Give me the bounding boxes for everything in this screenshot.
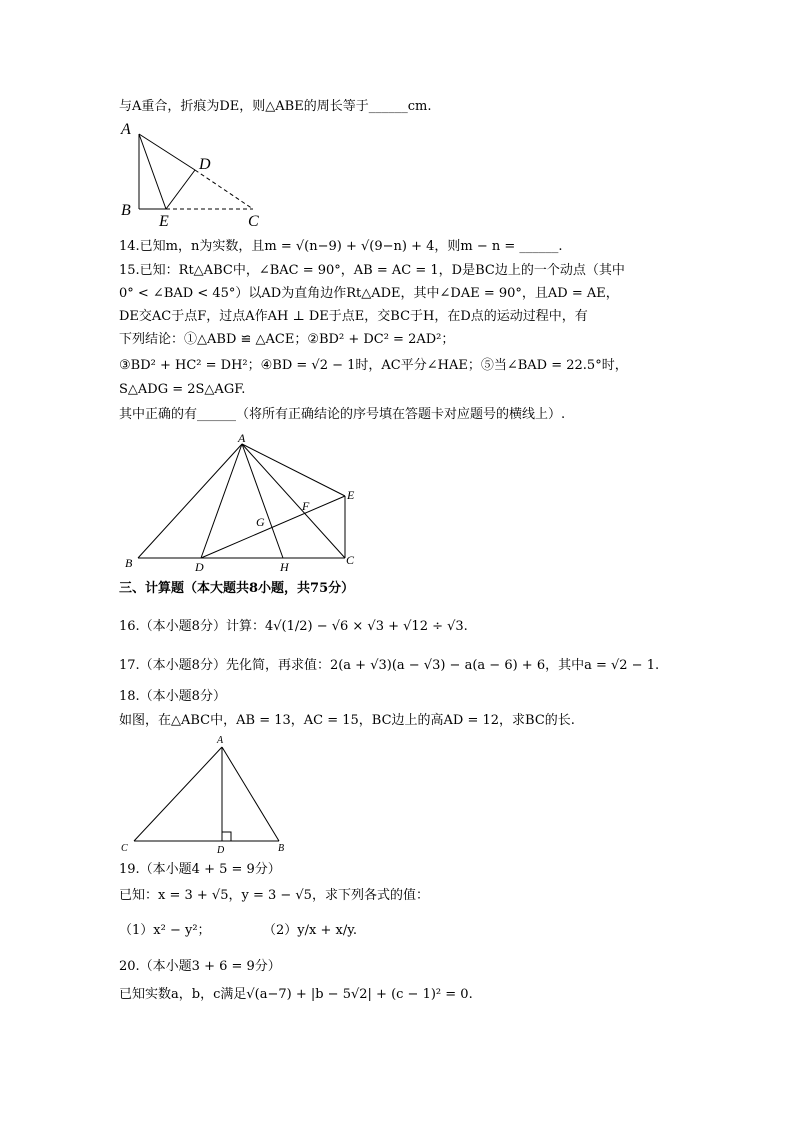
figure-q15 [115, 430, 375, 574]
q18-line2: 如图，在△ABC中，AB = 13，AC = 15，BC边上的高AD = 12，求BC的长. [119, 713, 575, 728]
q19-part2: （2）y/x + x/y. [263, 923, 357, 938]
fig15-label-b: B [125, 556, 133, 570]
q19-line1: 19.（本小题4 + 5 = 9分） [119, 862, 281, 877]
q19-line2: 已知：x = 3 + √5，y = 3 − √5，求下列各式的值： [119, 888, 429, 903]
fig15-label-a: A [238, 431, 246, 445]
q13-text: 与A重合，折痕为DE，则△ABE的周长等于______cm. [119, 99, 432, 114]
fig15-label-e: E [347, 488, 355, 502]
fig15-label-d: D [195, 560, 204, 574]
figure-q13 [115, 118, 265, 228]
q15-line4: 下列结论：①△ABD ≌ △ACE；②BD² + DC² = 2AD²； [119, 332, 455, 347]
fig18-label-a: A [217, 735, 224, 746]
fig13-label-e: E [159, 213, 169, 230]
fig18-label-b: B [278, 843, 285, 854]
fig15-label-c: C [346, 553, 355, 567]
fig13-label-b: B [121, 202, 131, 219]
q15-line7: 其中正确的有______（将所有正确结论的序号填在答题卡对应题号的横线上）. [119, 407, 566, 422]
q15-line3: DE交AC于点F，过点A作AH ⊥ DE于点E，交BC于H，在D点的运动过程中，有 [119, 309, 588, 324]
q15-line2: 0° < ∠BAD < 45°）以AD为直角边作Rt△ADE，其中∠DAE = 90°，且AD = AE， [119, 286, 619, 301]
fig15-label-f: F [302, 499, 310, 513]
q17-text: 17.（本小题8分）先化简，再求值：2(a + √3)(a − √3) − a(a − 6) + 6，其中a = √2 − 1. [119, 658, 660, 673]
q18-line1: 18.（本小题8分） [119, 689, 226, 704]
fig13-label-c: C [248, 213, 259, 230]
q15-line6: S△ADG = 2S△AGF. [119, 382, 246, 397]
fig18-label-d: D [217, 845, 225, 856]
fig15-label-h: H [280, 560, 289, 574]
fig15-label-g: G [256, 515, 265, 529]
q15-line5: ③BD² + HC² = DH²；④BD = √2 − 1时，AC平分∠HAE；⑤当∠BAD = 22.5°时， [119, 358, 628, 373]
q14-text: 14.已知m，n为实数，且m = √(n−9) + √(9−n) + 4，则m − n = ______. [119, 239, 563, 254]
fig13-label-a: A [121, 121, 131, 138]
q15-line1: 15.已知：Rt△ABC中，∠BAC = 90°，AB = AC = 1，D是BC边上的一个动点（其中 [119, 263, 625, 278]
q20-line2: 已知实数a，b，c满足√(a−7) + |b − 5√2| + (c − 1)² = 0. [119, 987, 473, 1002]
fig13-label-d: D [199, 156, 211, 173]
fig18-label-c: C [121, 843, 128, 854]
q19-part1: （1）x² − y²； [119, 923, 211, 938]
q20-line1: 20.（本小题3 + 6 = 9分） [119, 959, 281, 974]
figure-q18 [115, 730, 295, 855]
q16-text: 16.（本小题8分）计算：4√(1/2) − √6 × √3 + √12 ÷ √3. [119, 619, 468, 634]
section3-heading: 三、计算题（本大题共8小题，共75分） [119, 581, 355, 596]
